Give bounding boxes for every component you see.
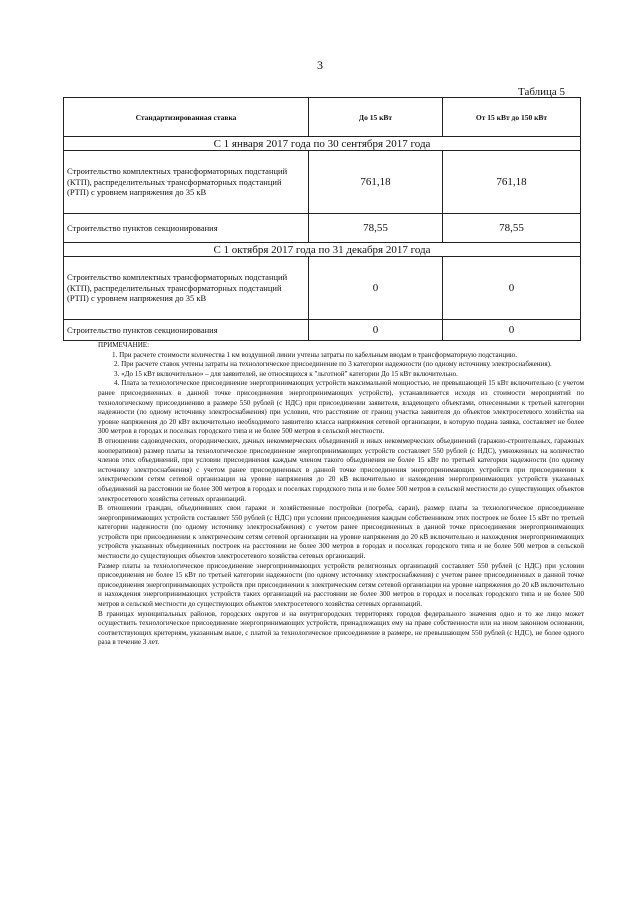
row-value-up-to-15: 0 bbox=[309, 257, 443, 320]
note-4: 4. Плата за технологическое присоединение энергопринимающих устройств максимальной мощностью, не превышающей 15 кВт включительно (с учетом ранее присоединенных в данной точке присоединения энергопринимающих устройств), устанавливается исходя из стоимости мероприятий по технологическому присоединению в размере 550 рублей (с НДС) при присоединении заявителя, владеющего объектами, отнесенными к третьей категории надежности (по одному источнику электроснабжения) при условии, что расстояние от границ участка заявителя до объектов электросетевого хозяйства на уровне напряжения до 20 кВт включительно необходимого заявителю класса напряжения сетевой организации, в которую подана заявка, составляет не более 300 метров в городах и поселках городского типа и не более 500 метров в сельской местности. bbox=[98, 379, 584, 436]
row-description: Строительство пунктов секционирования bbox=[64, 320, 309, 341]
period-label: С 1 января 2017 года по 30 сентября 2017 года bbox=[64, 137, 581, 151]
table-header-row bbox=[64, 98, 581, 137]
period-row bbox=[64, 243, 581, 257]
period-label: С 1 октября 2017 года по 31 декабря 2017 года bbox=[64, 243, 581, 257]
period-row bbox=[64, 137, 581, 151]
header-up-to-15: До 15 кВт bbox=[309, 98, 443, 137]
table-caption: Таблица 5 bbox=[518, 86, 566, 98]
note-2: 2. При расчете ставок учтены затраты на технологическое присоединение по 3 категории надежности (по одному источнику электроснабжения). bbox=[114, 360, 552, 369]
notes-section bbox=[98, 341, 584, 648]
note-3: 3. «До 15 кВт включительно» – для заявителей, не относящихся к "льготной" категории До 15 кВт включительно. bbox=[114, 369, 458, 378]
page-number: 3 bbox=[317, 58, 323, 72]
row-description: Строительство комплектных трансформаторных подстанций (КТП), распределительных трансформаторных подстанций (РТП) с уровнем напряжения до 35 кВ bbox=[64, 257, 309, 320]
header-15-to-150: От 15 кВт до 150 кВт bbox=[443, 98, 581, 137]
table-row bbox=[64, 214, 581, 243]
row-description: Строительство пунктов секционирования bbox=[64, 214, 309, 243]
note-paragraph-limits: В границах муниципальных районов, городских округов и на внутригородских территориях городов федерального значения одно и то же лицо может осуществить технологическое присоединение энергопринимающих устройств, принадлежащих ему на праве собственности или на ином законном основании, соответствующих критериям, указанным выше, с платой за технологическое присоединение в размере, не превышающем 550 рублей (с НДС), не более одного раза в течение 3 лет. bbox=[98, 609, 584, 647]
note-paragraph-garages: В отношении граждан, объединивших свои гаражи и хозяйственные постройки (погреба, сараи), размер платы за технологическое присоединение энергопринимающих устройств составляет 550 рублей (с НДС) при условии присоединения каждым собственником этих построек не более 15 кВт по третьей категории надежности (по одному источнику электроснабжения) с учетом ранее присоединенных в данной точке присоединения энергопринимающих устройств при присоединении к электрическим сетям сетевой организации на уровне напряжения до 20 кВ включительно и нахождения энергопринимающих устройств указанных объединенных построек на расстоянии не более 300 метров в городах и поселках городского типа и не более 500 метров в сельской местности до существующих объектов электросетевого хозяйства сетевых организаций. bbox=[98, 504, 584, 561]
row-value-15-to-150: 0 bbox=[443, 320, 581, 341]
row-value-up-to-15: 78,55 bbox=[309, 214, 443, 243]
header-rate: Стандартизированная ставка bbox=[64, 98, 309, 137]
notes-heading: ПРИМЕЧАНИЕ: bbox=[98, 341, 150, 349]
table-row bbox=[64, 257, 581, 320]
row-value-15-to-150: 78,55 bbox=[443, 214, 581, 243]
rates-table bbox=[63, 97, 581, 341]
note-paragraph-associations: В отношении садоводческих, огороднических, дачных некоммерческих объединений и иных некоммерческих объединений (гаражно-строительных, гаражных кооперативов) размер платы за технологическое присоединение энергопринимающих устройств составляет 550 рублей (с НДС), умноженных на количество членов этих объединений, при условии присоединения каждым членом такого объединения не более 15 кВт по третьей категории надежности (по одному источнику электроснабжения) с учетом ранее присоединенных в данной точке присоединения энергопринимающих устройств при присоединении к электрическим сетям сетевой организации на уровне напряжения до 20 кВ включительно и нахождения энергопринимающих устройств указанных объединений на расстоянии не более 300 метров в городах и поселках городского типа и не более 500 метров в сельской местности до существующих объектов электросетевого хозяйства сетевых организаций. bbox=[98, 436, 584, 503]
row-value-up-to-15: 0 bbox=[309, 320, 443, 341]
table-row bbox=[64, 320, 581, 341]
row-description: Строительство комплектных трансформаторных подстанций (КТП), распределительных трансформаторных подстанций (РТП) с уровнем напряжения до 35 кВ bbox=[64, 151, 309, 214]
row-value-15-to-150: 0 bbox=[443, 257, 581, 320]
table-row bbox=[64, 151, 581, 214]
row-value-15-to-150: 761,18 bbox=[443, 151, 581, 214]
note-1: 1. При расчете стоимости количества 1 км воздушной линии учтены затраты по кабельным вводам в трансформаторную подстанцию. bbox=[112, 350, 517, 359]
note-paragraph-religious: Размер платы за технологическое присоединение энергопринимающих устройств религиозных организаций составляет 550 рублей (с НДС) при условии присоединения не более 15 кВт по третьей категории надежности (по одному источнику электроснабжения) с учетом ранее присоединенных в данной точке присоединения энергопринимающих устройств при присоединении к электрическим сетям сетевой организации на уровне напряжения до 20 кВ включительно и нахождения энергопринимающих устройств таких организаций на расстоянии не более 300 метров в городах и поселках городского типа и не более 500 метров в сельской местности до существующих объектов электросетевого хозяйства сетевых организаций. bbox=[98, 561, 584, 609]
row-value-up-to-15: 761,18 bbox=[309, 151, 443, 214]
